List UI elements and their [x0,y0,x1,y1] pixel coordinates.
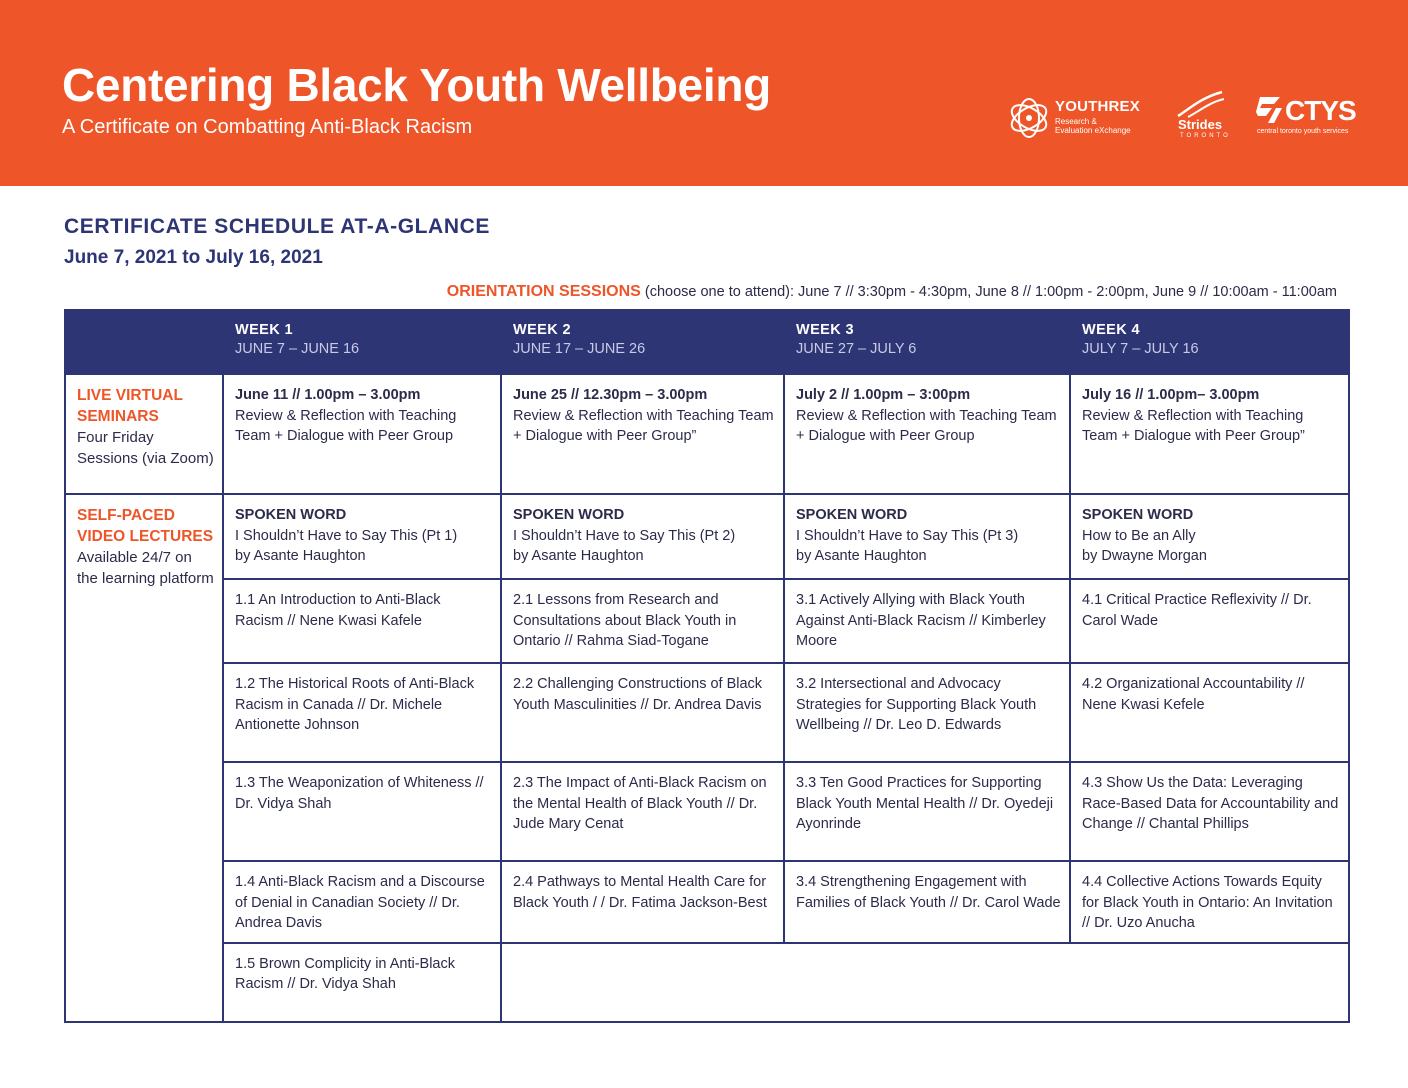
lecture-cell: 3.2 Intersectional and Advocacy Strategies for Supporting Black Youth Wellbeing // Dr. Leo D. Edwards [784,663,1070,762]
spoken-word-heading: SPOKEN WORD [235,507,347,523]
lecture-cell: 2.3 The Impact of Anti-Black Racism on the Mental Health of Black Youth // Dr. Jude Mary Cenat [501,762,784,861]
spoken-word-title: I Shouldn’t Have to Say This (Pt 2) [513,527,736,544]
youthrex-logo [1007,96,1152,140]
lecture-row [65,762,1349,861]
spoken-word-by: by Asante Haughton [796,548,927,564]
spoken-word-heading: SPOKEN WORD [1082,507,1194,523]
spoken-word-cell [223,494,501,579]
orientation-label: ORIENTATION SESSIONS [446,283,641,300]
lecture-cell: 3.3 Ten Good Practices for Supporting Black Youth Mental Health // Dr. Oyedeji Ayonrinde [784,762,1070,861]
spoken-word-heading: SPOKEN WORD [796,507,908,523]
seminar-cell [1070,374,1349,494]
lecture-cell: 4.4 Collective Actions Towards Equity for Black Youth in Ontario: An Invitation // Dr. Uzo Anucha [1070,861,1349,943]
lecture-cell: 4.3 Show Us the Data: Leveraging Race-Based Data for Accountability and Change // Chantal Phillips [1070,762,1349,861]
seminar-text: Review & Reflection with Teaching Team + Dialogue with Peer Group [235,407,457,444]
youthrex-name: YOUTHREX [1055,98,1140,115]
page-title: Centering Black Youth Wellbeing [62,59,771,111]
seminars-label-cell [65,374,223,494]
lecture-cell: 1.2 The Historical Roots of Anti-Black Racism in Canada // Dr. Michele Antionette Johnson [223,663,501,762]
week-label: WEEK 3 [796,322,854,338]
lecture-cell: 4.2 Organizational Accountability // Nene Kwasi Kefele [1070,663,1349,762]
seminar-cell [501,374,784,494]
seminar-text: Review & Reflection with Teaching Team + Dialogue with Peer Group” [513,407,774,444]
lecture-cell: 3.1 Actively Allying with Black Youth Against Anti-Black Racism // Kimberley Moore [784,579,1070,663]
spoken-word-cell [501,494,784,579]
week-label: WEEK 2 [513,322,571,338]
spoken-word-by: by Asante Haughton [513,548,644,564]
spoken-word-by: by Dwayne Morgan [1082,548,1207,564]
lectures-desc: Available 24/7 on the learning platform [77,549,214,587]
strides-name: Strides [1178,117,1223,132]
week-header [501,310,784,374]
week-range: JUNE 27 – JULY 6 [796,341,917,357]
week-header [223,310,501,374]
youthrex-tagline-2: Evaluation eXchange [1055,126,1131,135]
lecture-cell: 2.4 Pathways to Mental Health Care for Black Youth / / Dr. Fatima Jackson-Best [501,861,784,943]
seminars-label: LIVE VIRTUAL SEMINARS [77,387,183,425]
lecture-cell: 4.1 Critical Practice Reflexivity // Dr. Carol Wade [1070,579,1349,663]
spoken-word-title: I Shouldn’t Have to Say This (Pt 3) [796,527,1019,544]
seminar-cell [223,374,501,494]
week-header-row [65,310,1349,374]
seminar-text: Review & Reflection with Teaching Team + Dialogue with Peer Group [796,407,1057,444]
youthrex-ring-icon [1007,96,1051,140]
seminar-text: Review & Reflection with Teaching Team + Dialogue with Peer Group” [1082,407,1305,444]
lectures-label: SELF-PACED VIDEO LECTURES [77,507,214,545]
schedule-title: CERTIFICATE SCHEDULE AT-A-GLANCE [64,215,490,238]
lecture-cell: 1.1 An Introduction to Anti-Black Racism // Nene Kwasi Kafele [223,579,501,663]
spoken-word-by: by Asante Haughton [235,548,366,564]
seminar-time: July 16 // 1.00pm– 3.00pm [1082,387,1260,403]
spoken-word-cell [1070,494,1349,579]
header-corner [65,310,223,374]
week-header [784,310,1070,374]
ctys-logo [1254,94,1356,140]
spoken-word-row [65,494,1349,579]
lecture-row [65,943,1349,1022]
header-banner [0,0,1408,186]
schedule-dates: June 7, 2021 to July 16, 2021 [64,247,323,268]
orientation-sessions [447,283,1337,301]
week-header [1070,310,1349,374]
week-range: JUNE 17 – JUNE 26 [513,341,646,357]
week-range: JULY 7 – JULY 16 [1082,341,1199,357]
empty-cell [501,943,1349,1022]
youthrex-tagline-1: Research & [1055,117,1097,126]
lectures-label-cell [65,494,223,1022]
spoken-word-heading: SPOKEN WORD [513,507,625,523]
orientation-text: (choose one to attend): June 7 // 3:30pm - 4:30pm, June 8 // 1:00pm - 2:00pm, June 9 // 10:00am - 11:00am [640,284,1337,300]
lecture-row [65,663,1349,762]
spoken-word-title: I Shouldn’t Have to Say This (Pt 1) [235,527,458,544]
lecture-row [65,579,1349,663]
strides-city: TORONTO [1180,133,1231,139]
seminars-row [65,374,1349,494]
lecture-cell: 3.4 Strengthening Engagement with Families of Black Youth // Dr. Carol Wade [784,861,1070,943]
schedule-table [64,309,1350,1023]
spoken-word-title: How to Be an Ally [1082,527,1196,544]
week-label: WEEK 4 [1082,322,1140,338]
page-subtitle: A Certificate on Combatting Anti-Black Racism [62,116,473,138]
lecture-cell: 1.4 Anti-Black Racism and a Discourse of Denial in Canadian Society // Dr. Andrea Davis [223,861,501,943]
seminar-time: July 2 // 1.00pm – 3:00pm [796,387,971,403]
seminars-desc: Four Friday Sessions (via Zoom) [77,429,214,467]
ctys-mark-icon [1254,94,1284,126]
lecture-cell: 1.5 Brown Complicity in Anti-Black Racism // Dr. Vidya Shah [223,943,501,1022]
week-label: WEEK 1 [235,322,293,338]
lecture-cell: 2.2 Challenging Constructions of Black Youth Masculinities // Dr. Andrea Davis [501,663,784,762]
lecture-cell: 2.1 Lessons from Research and Consultations about Black Youth in Ontario // Rahma Siad-Togane [501,579,784,663]
lecture-row [65,861,1349,943]
strides-swoosh-icon [1174,90,1226,120]
ctys-name: CTYS [1285,95,1356,126]
week-range: JUNE 7 – JUNE 16 [235,341,360,357]
seminar-time: June 11 // 1.00pm – 3.00pm [235,387,421,403]
seminar-cell [784,374,1070,494]
seminar-time: June 25 // 12.30pm – 3.00pm [513,387,708,403]
spoken-word-cell [784,494,1070,579]
lecture-cell: 1.3 The Weaponization of Whiteness // Dr. Vidya Shah [223,762,501,861]
ctys-tagline: central toronto youth services [1257,128,1349,135]
strides-logo [1172,90,1232,140]
